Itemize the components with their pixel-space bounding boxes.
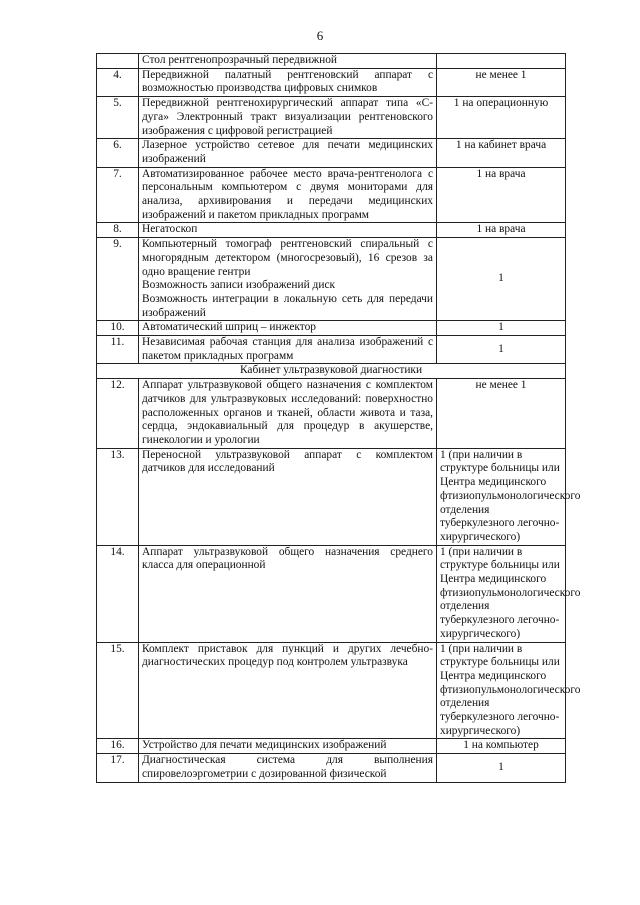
row-number-cell: 4. [97, 68, 139, 96]
section-header-row [97, 364, 566, 379]
equipment-name-cell [139, 238, 437, 321]
row-number-cell: 17. [97, 754, 139, 782]
table-row [97, 97, 566, 139]
equipment-name-cell: Передвижной палатный рентгеновский аппарат с возможностью производства цифровых снимков [139, 68, 437, 96]
equipment-name-cell: Независимая рабочая станция для анализа изображений с пакетом прикладных программ [139, 336, 437, 364]
row-number-cell: 16. [97, 739, 139, 754]
equipment-name-cell: Стол рентгенопрозрачный передвижной [139, 54, 437, 69]
quantity-cell: 1 на врача [437, 223, 566, 238]
quantity-cell: 1 (при наличии в структуре больницы или Центра медицинского фтизиопульмонологического отделения туберкулезного легочно-хирургического) [437, 448, 566, 545]
quantity-cell: 1 на компьютер [437, 739, 566, 754]
quantity-cell: 1 на операционную [437, 97, 566, 139]
row-number-cell: 14. [97, 545, 139, 642]
quantity-cell: 1 [437, 754, 566, 782]
equipment-name-cell: Переносной ультразвуковой аппарат с комплектом датчиков для исследований [139, 448, 437, 545]
quantity-cell: не менее 1 [437, 379, 566, 449]
equipment-name-line: Компьютерный томограф рентгеновский спиральный с многорядным детектором (многосрезовый), 16 срезов за одно вращение гентри [142, 238, 433, 278]
row-number-cell: 10. [97, 321, 139, 336]
equipment-name-cell: Автоматический шприц – инжектор [139, 321, 437, 336]
row-number-cell: 6. [97, 139, 139, 167]
row-number-cell [97, 54, 139, 69]
table-row [97, 167, 566, 223]
table-row [97, 379, 566, 449]
equipment-name-cell: Передвижной рентгенохирургический аппарат типа «С-дуга» Электронный тракт визуализации рентгеновского изображения с цифровой регистрацией [139, 97, 437, 139]
equipment-name-cell: Негатоскоп [139, 223, 437, 238]
table-row [97, 238, 566, 321]
table-row [97, 223, 566, 238]
quantity-cell [437, 54, 566, 69]
equipment-name-cell: Аппарат ультразвуковой общего назначения с комплектом датчиков для ультразвуковых исследований: поверхностно расположенных органов и тканей, области живота и таза, сердца, эндокавиальный для процедур в акушерстве, гинекологии и урологии [139, 379, 437, 449]
table-row [97, 754, 566, 782]
table-row [97, 54, 566, 69]
equipment-name-cell: Комплект приставок для пункций и других лечебно-диагностических процедур под контролем ультразвука [139, 642, 437, 739]
table-row [97, 336, 566, 364]
equipment-name-line: Возможность записи изображений диск [142, 279, 336, 292]
quantity-cell: 1 на кабинет врача [437, 139, 566, 167]
quantity-cell: не менее 1 [437, 68, 566, 96]
row-number-cell: 9. [97, 238, 139, 321]
row-number-cell: 15. [97, 642, 139, 739]
table-row [97, 139, 566, 167]
equipment-name-line: Возможность интеграции в локальную сеть для передачи изображений [142, 292, 433, 319]
page-number: 6 [316, 28, 324, 43]
row-number-cell: 11. [97, 336, 139, 364]
equipment-name-cell: Диагностическая система для выполнения спировелоэргометрии с дозированной физической [139, 754, 437, 782]
row-number-cell: 13. [97, 448, 139, 545]
row-number-cell: 8. [97, 223, 139, 238]
quantity-cell: 1 [437, 321, 566, 336]
equipment-name-cell: Аппарат ультразвуковой общего назначения среднего класса для операционной [139, 545, 437, 642]
quantity-cell: 1 [437, 336, 566, 364]
row-number-cell: 12. [97, 379, 139, 449]
row-number-cell: 7. [97, 167, 139, 223]
table-row [97, 642, 566, 739]
table-row [97, 68, 566, 96]
equipment-table [96, 53, 581, 783]
quantity-cell: 1 (при наличии в структуре больницы или Центра медицинского фтизиопульмонологического отделения туберкулезного легочно-хирургического) [437, 545, 566, 642]
table-row [97, 545, 566, 642]
equipment-name-cell: Лазерное устройство сетевое для печати медицинских изображений [139, 139, 437, 167]
table-row [97, 739, 566, 754]
table-row [97, 448, 566, 545]
table-row [97, 321, 566, 336]
row-number-cell: 5. [97, 97, 139, 139]
equipment-name-cell: Автоматизированное рабочее место врача-рентгенолога с персональным компьютером с двумя мониторами для анализа, архивирования и передачи медицинских изображений и пакетом прикладных программ [139, 167, 437, 223]
quantity-cell: 1 [437, 238, 566, 321]
quantity-cell: 1 на врача [437, 167, 566, 223]
section-title: Кабинет ультразвуковой диагностики [97, 364, 566, 379]
equipment-name-cell: Устройство для печати медицинских изображений [139, 739, 437, 754]
quantity-cell: 1 (при наличии в структуре больницы или Центра медицинского фтизиопульмонологического отделения туберкулезного легочно-хирургического) [437, 642, 566, 739]
